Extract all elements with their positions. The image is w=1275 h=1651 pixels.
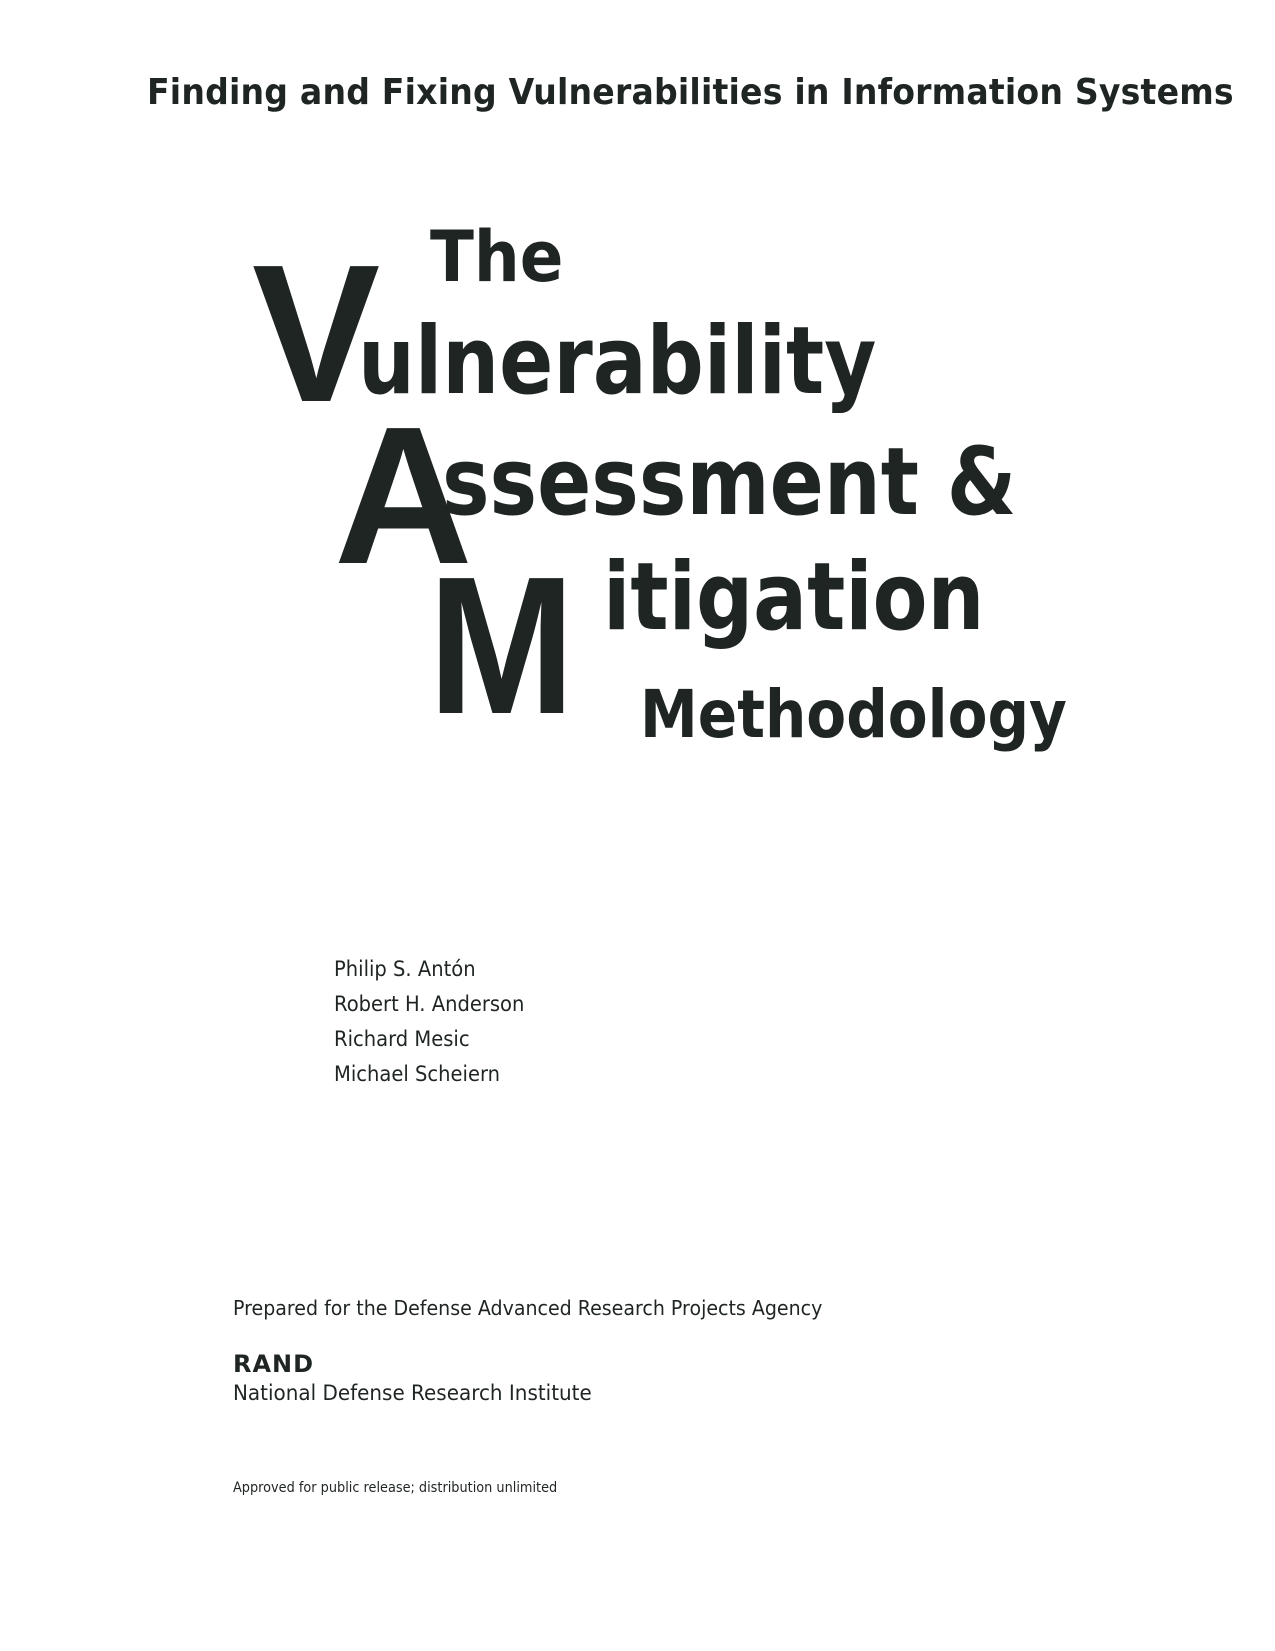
release-note: Approved for public release; distribution unlimited (233, 1480, 558, 1496)
publisher-name: RAND (233, 1350, 315, 1378)
publisher-division: National Defense Research Institute (233, 1381, 592, 1405)
author-name: Michael Scheiern (334, 1062, 501, 1086)
title-word-methodology: Methodology (640, 676, 1067, 753)
title-initial-a: A (334, 386, 473, 605)
author-name: Philip S. Antón (334, 957, 476, 981)
author-name: Robert H. Anderson (334, 992, 525, 1016)
prepared-for-line: Prepared for the Defense Advanced Research Projects Agency (233, 1296, 823, 1320)
title-word-the: The (430, 216, 564, 298)
title-initial-m: M (428, 536, 575, 755)
author-name: Richard Mesic (334, 1027, 470, 1051)
author-list (334, 952, 539, 1092)
title-word-ssessment: ssessment & (442, 428, 1017, 537)
series-title: Finding and Fixing Vulnerabilities in Information Systems (147, 72, 1234, 113)
title-initial-v: V (252, 224, 381, 443)
title-word-itigation: itigation (603, 543, 985, 652)
title-word-ulnerability: ulnerability (358, 307, 877, 416)
